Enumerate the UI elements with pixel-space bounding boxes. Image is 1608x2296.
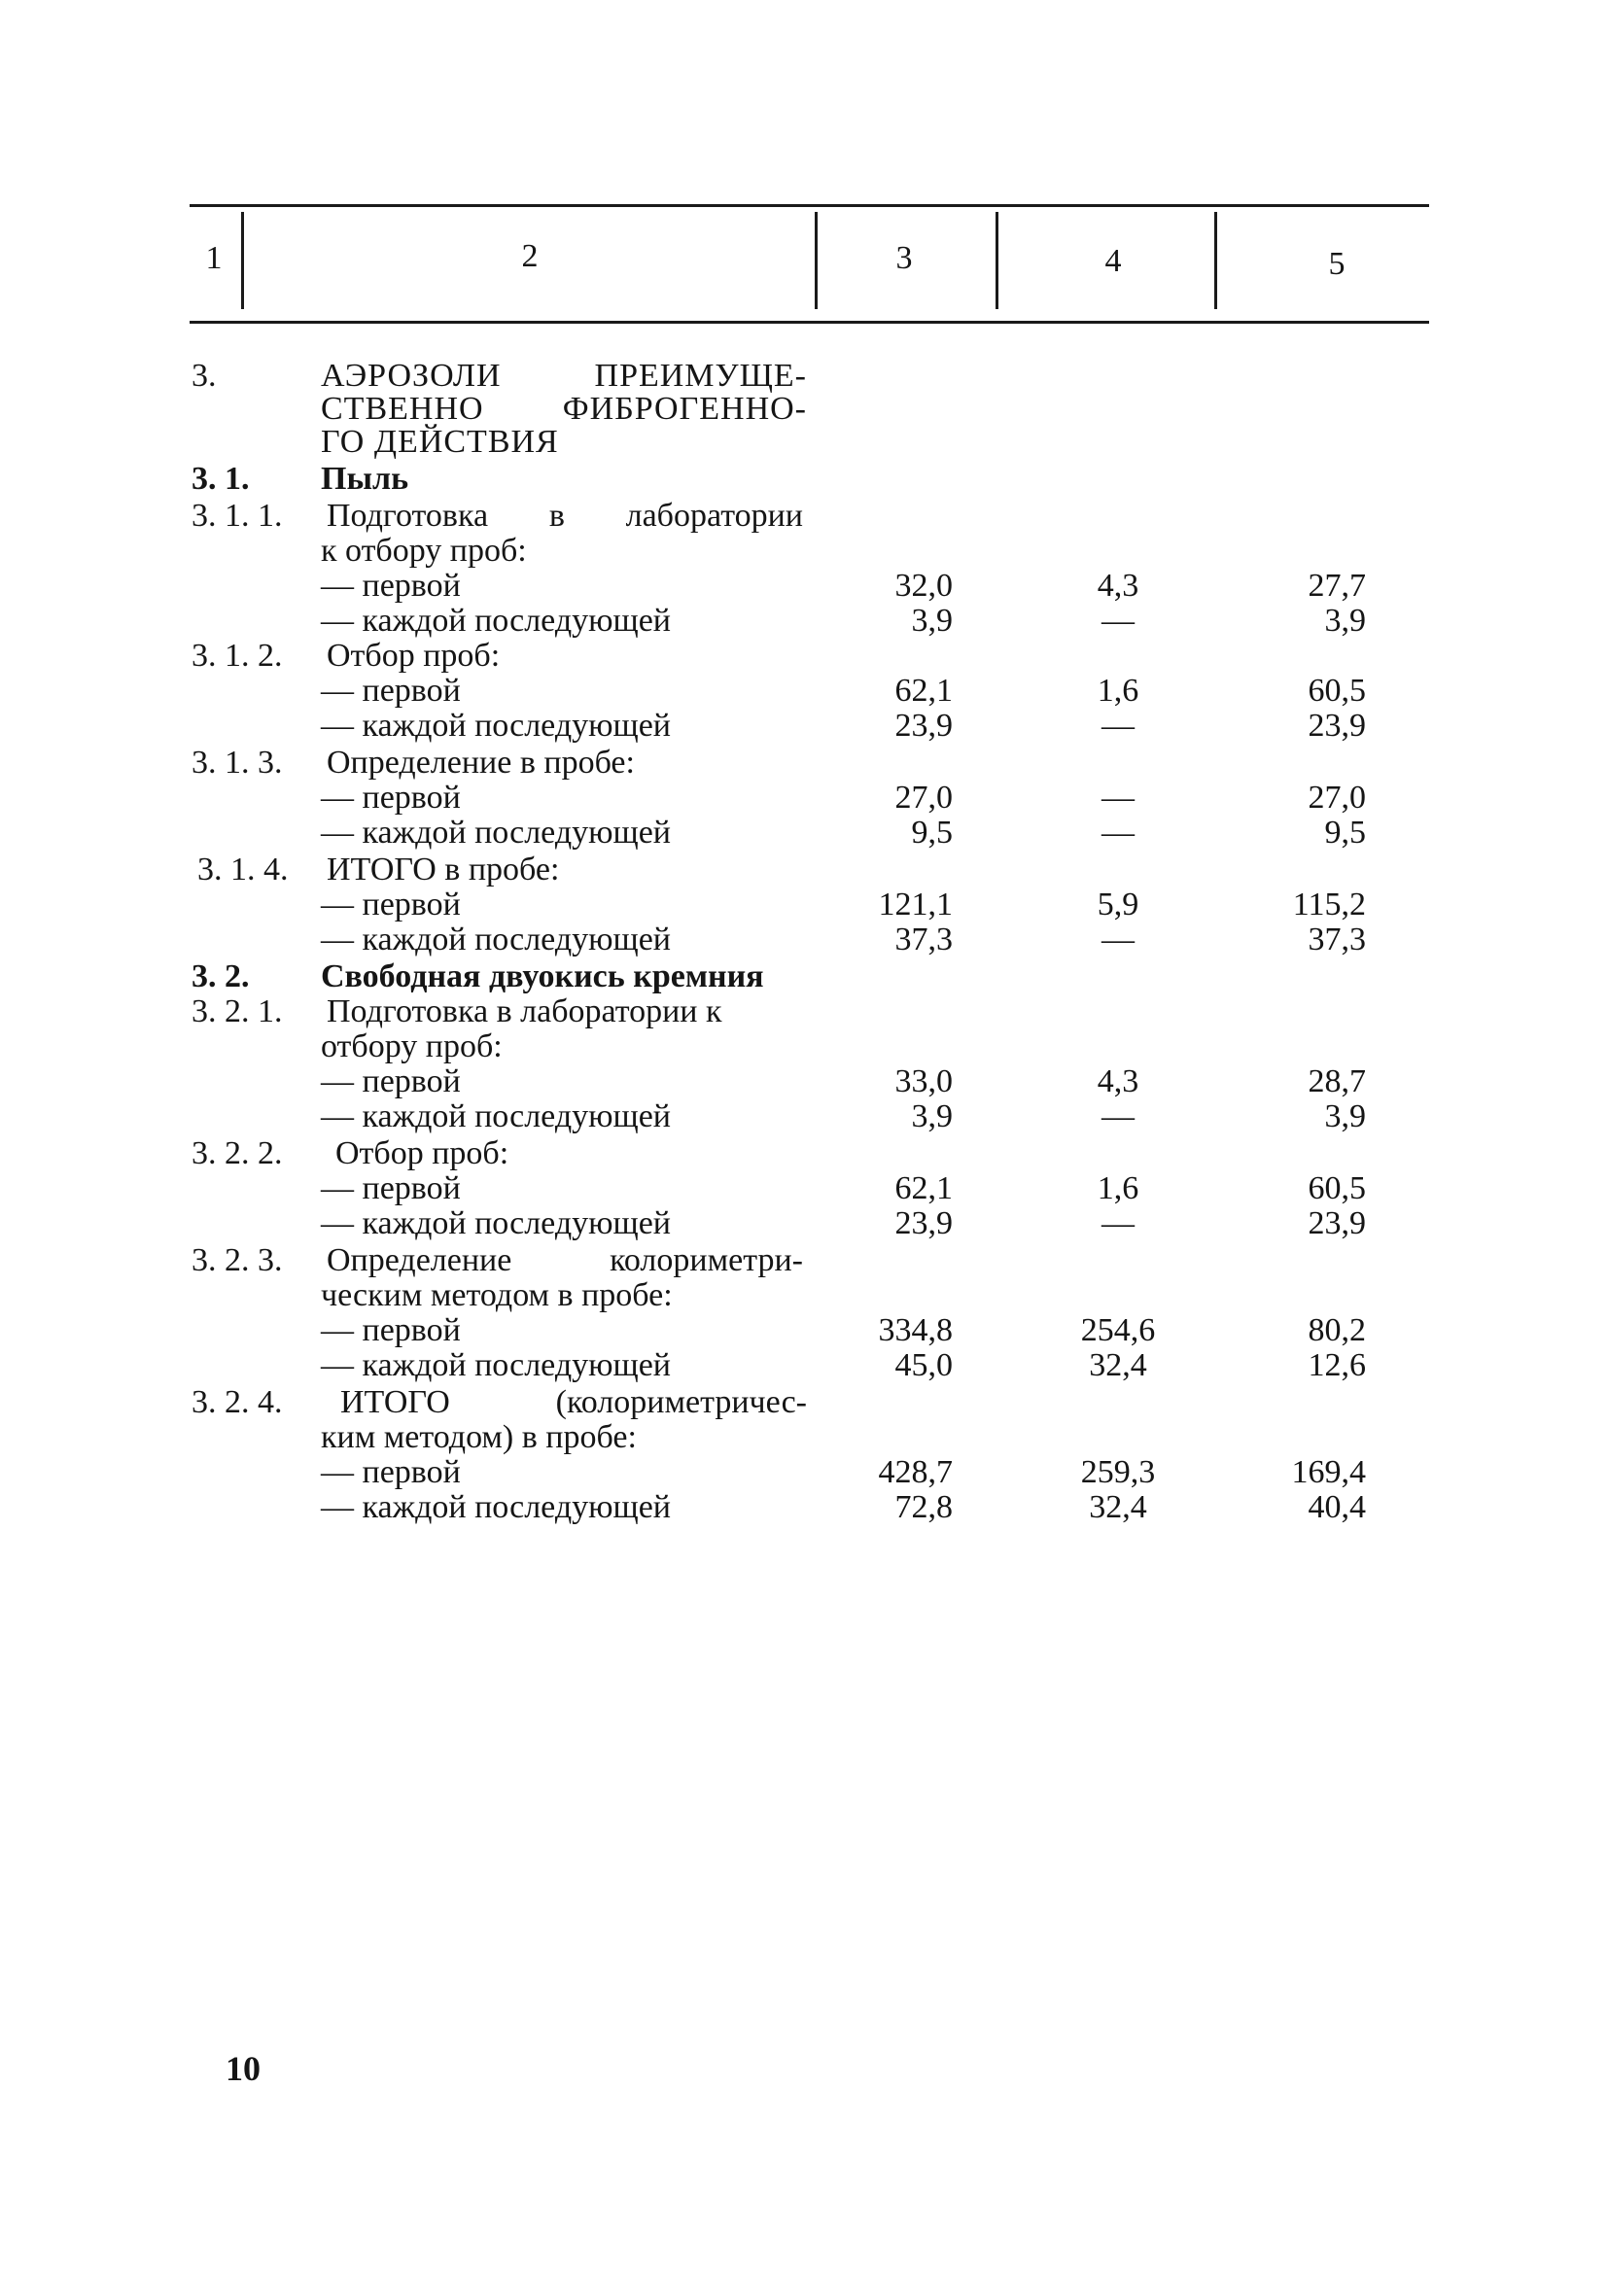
- table-row: [0, 1242, 1608, 1278]
- value-col5: 37,3: [1308, 922, 1366, 957]
- table-row: [0, 852, 1608, 887]
- row-label: — каждой последующей: [321, 1347, 671, 1383]
- table-row: [0, 1098, 1608, 1134]
- row-label: ИТОГО в пробе:: [327, 852, 560, 887]
- table-row: [0, 780, 1608, 816]
- value-col4: —: [1101, 780, 1135, 816]
- table-row: [0, 1205, 1608, 1241]
- row-label: Подготовка в лаборатории к: [327, 993, 722, 1029]
- row-label: — первой: [321, 673, 461, 709]
- value-col5: 23,9: [1308, 708, 1366, 744]
- row-number: 3. 1. 1.: [192, 498, 283, 534]
- value-col5: 80,2: [1308, 1312, 1366, 1348]
- table-row: [0, 358, 1608, 394]
- table-row: [0, 922, 1608, 957]
- row-label: АЭРОЗОЛИ ПРЕИМУЩЕ-: [321, 358, 807, 394]
- table-row: [0, 498, 1608, 534]
- table-row: [0, 568, 1608, 604]
- table-header-separator: [241, 212, 244, 309]
- value-col4: 1,6: [1097, 673, 1139, 709]
- row-label: — каждой последующей: [321, 603, 671, 639]
- value-col4: 1,6: [1097, 1170, 1139, 1206]
- value-col5: 23,9: [1308, 1205, 1366, 1241]
- row-number: 3. 1. 2.: [192, 638, 283, 674]
- value-col4: —: [1101, 708, 1135, 744]
- value-col5: 169,4: [1291, 1454, 1366, 1490]
- row-label: — первой: [321, 1170, 461, 1206]
- value-col3: 23,9: [894, 1205, 953, 1241]
- value-col4: 259,3: [1080, 1454, 1156, 1490]
- value-col4: 5,9: [1097, 887, 1139, 922]
- row-label: Определение в пробе:: [327, 745, 635, 781]
- value-col5: 9,5: [1324, 815, 1366, 851]
- table-row: [0, 1170, 1608, 1206]
- column-header-5: 5: [1328, 246, 1346, 282]
- table-row: [0, 887, 1608, 922]
- row-label: — каждой последующей: [321, 1098, 671, 1134]
- row-label: — первой: [321, 1312, 461, 1348]
- value-col3: 62,1: [894, 673, 953, 709]
- row-label: к отбору проб:: [321, 533, 527, 569]
- table-row: [0, 1312, 1608, 1348]
- row-number: 3. 1.: [192, 461, 250, 497]
- value-col3: 33,0: [894, 1063, 953, 1099]
- value-col3: 32,0: [894, 568, 953, 604]
- table-row: [0, 1384, 1608, 1420]
- table-row: [0, 1028, 1608, 1064]
- row-label: Отбор проб:: [327, 638, 501, 674]
- table-row: [0, 745, 1608, 781]
- table-row: [0, 673, 1608, 709]
- table-row: [0, 815, 1608, 851]
- value-col3: 62,1: [894, 1170, 953, 1206]
- value-col5: 3,9: [1324, 603, 1366, 639]
- row-label: Определение колориметри-: [327, 1242, 803, 1278]
- row-number: 3.: [192, 358, 217, 394]
- row-label: отбору проб:: [321, 1028, 503, 1064]
- row-label: — первой: [321, 1454, 461, 1490]
- row-label: Подготовка в лаборатории: [327, 498, 803, 534]
- row-number: 3. 2.: [192, 958, 250, 994]
- value-col3: 3,9: [911, 1098, 953, 1134]
- value-col5: 27,7: [1308, 568, 1366, 604]
- table-row: [0, 993, 1608, 1029]
- value-col3: 121,1: [878, 887, 953, 922]
- row-label: ческим методом в пробе:: [321, 1277, 673, 1313]
- row-label: ким методом) в пробе:: [321, 1419, 637, 1455]
- value-col4: —: [1101, 1098, 1135, 1134]
- table-row: [0, 603, 1608, 639]
- table-row: [0, 533, 1608, 569]
- value-col4: 32,4: [1089, 1347, 1147, 1383]
- table-row: [0, 1277, 1608, 1313]
- table-header-separator: [996, 212, 998, 309]
- table-row: [0, 1489, 1608, 1525]
- row-label: ИТОГО (колориметричес-: [340, 1384, 807, 1420]
- value-col5: 27,0: [1308, 780, 1366, 816]
- row-number: 3. 1. 3.: [192, 745, 283, 781]
- value-col3: 9,5: [911, 815, 953, 851]
- column-header-2: 2: [521, 238, 539, 274]
- row-label: — первой: [321, 568, 461, 604]
- value-col5: 60,5: [1308, 673, 1366, 709]
- value-col4: 4,3: [1097, 1063, 1139, 1099]
- table-row: [0, 1135, 1608, 1171]
- row-number: 3. 2. 4.: [192, 1384, 283, 1420]
- value-col5: 115,2: [1292, 887, 1366, 922]
- value-col5: 28,7: [1308, 1063, 1366, 1099]
- value-col4: 254,6: [1080, 1312, 1156, 1348]
- value-col5: 3,9: [1324, 1098, 1366, 1134]
- table-row: [0, 461, 1608, 497]
- value-col5: 40,4: [1308, 1489, 1366, 1525]
- row-label: Свободная двуокись кремния: [321, 958, 764, 994]
- row-number: 3. 1. 4.: [197, 852, 289, 887]
- row-label: — первой: [321, 1063, 461, 1099]
- column-header-3: 3: [895, 240, 913, 276]
- table-header-separator: [1214, 212, 1217, 309]
- value-col4: —: [1101, 603, 1135, 639]
- value-col5: 12,6: [1308, 1347, 1366, 1383]
- table-header-separator: [815, 212, 818, 309]
- value-col3: 37,3: [894, 922, 953, 957]
- row-label: — каждой последующей: [321, 708, 671, 744]
- table-row: [0, 708, 1608, 744]
- row-label: СТВЕННО ФИБРОГЕННО-: [321, 391, 807, 427]
- row-label: — первой: [321, 780, 461, 816]
- row-label: — каждой последующей: [321, 1205, 671, 1241]
- table-row: [0, 638, 1608, 674]
- table-row: [0, 391, 1608, 427]
- value-col4: 4,3: [1097, 568, 1139, 604]
- value-col4: —: [1101, 1205, 1135, 1241]
- value-col3: 3,9: [911, 603, 953, 639]
- value-col4: —: [1101, 922, 1135, 957]
- table-header-bottom-rule: [190, 321, 1429, 324]
- value-col3: 23,9: [894, 708, 953, 744]
- row-label: ГО ДЕЙСТВИЯ: [321, 424, 559, 460]
- column-header-1: 1: [205, 240, 223, 276]
- row-label: — первой: [321, 887, 461, 922]
- table-row: [0, 1063, 1608, 1099]
- value-col3: 428,7: [878, 1454, 953, 1490]
- row-label: — каждой последующей: [321, 815, 671, 851]
- row-label: Пыль: [321, 461, 409, 497]
- table-row: [0, 958, 1608, 994]
- value-col3: 45,0: [894, 1347, 953, 1383]
- value-col3: 334,8: [878, 1312, 953, 1348]
- column-header-4: 4: [1104, 243, 1122, 279]
- value-col3: 27,0: [894, 780, 953, 816]
- value-col3: 72,8: [894, 1489, 953, 1525]
- value-col5: 60,5: [1308, 1170, 1366, 1206]
- table-row: [0, 1454, 1608, 1490]
- table-header-top-rule: [190, 204, 1429, 207]
- row-label: — каждой последующей: [321, 1489, 671, 1525]
- row-label: — каждой последующей: [321, 922, 671, 957]
- row-number: 3. 2. 3.: [192, 1242, 283, 1278]
- value-col4: —: [1101, 815, 1135, 851]
- table-row: [0, 1419, 1608, 1455]
- table-row: [0, 424, 1608, 460]
- row-number: 3. 2. 2.: [192, 1135, 283, 1171]
- table-row: [0, 1347, 1608, 1383]
- row-number: 3. 2. 1.: [192, 993, 283, 1029]
- value-col4: 32,4: [1089, 1489, 1147, 1525]
- row-label: Отбор проб:: [335, 1135, 509, 1171]
- page-number: 10: [226, 2049, 261, 2088]
